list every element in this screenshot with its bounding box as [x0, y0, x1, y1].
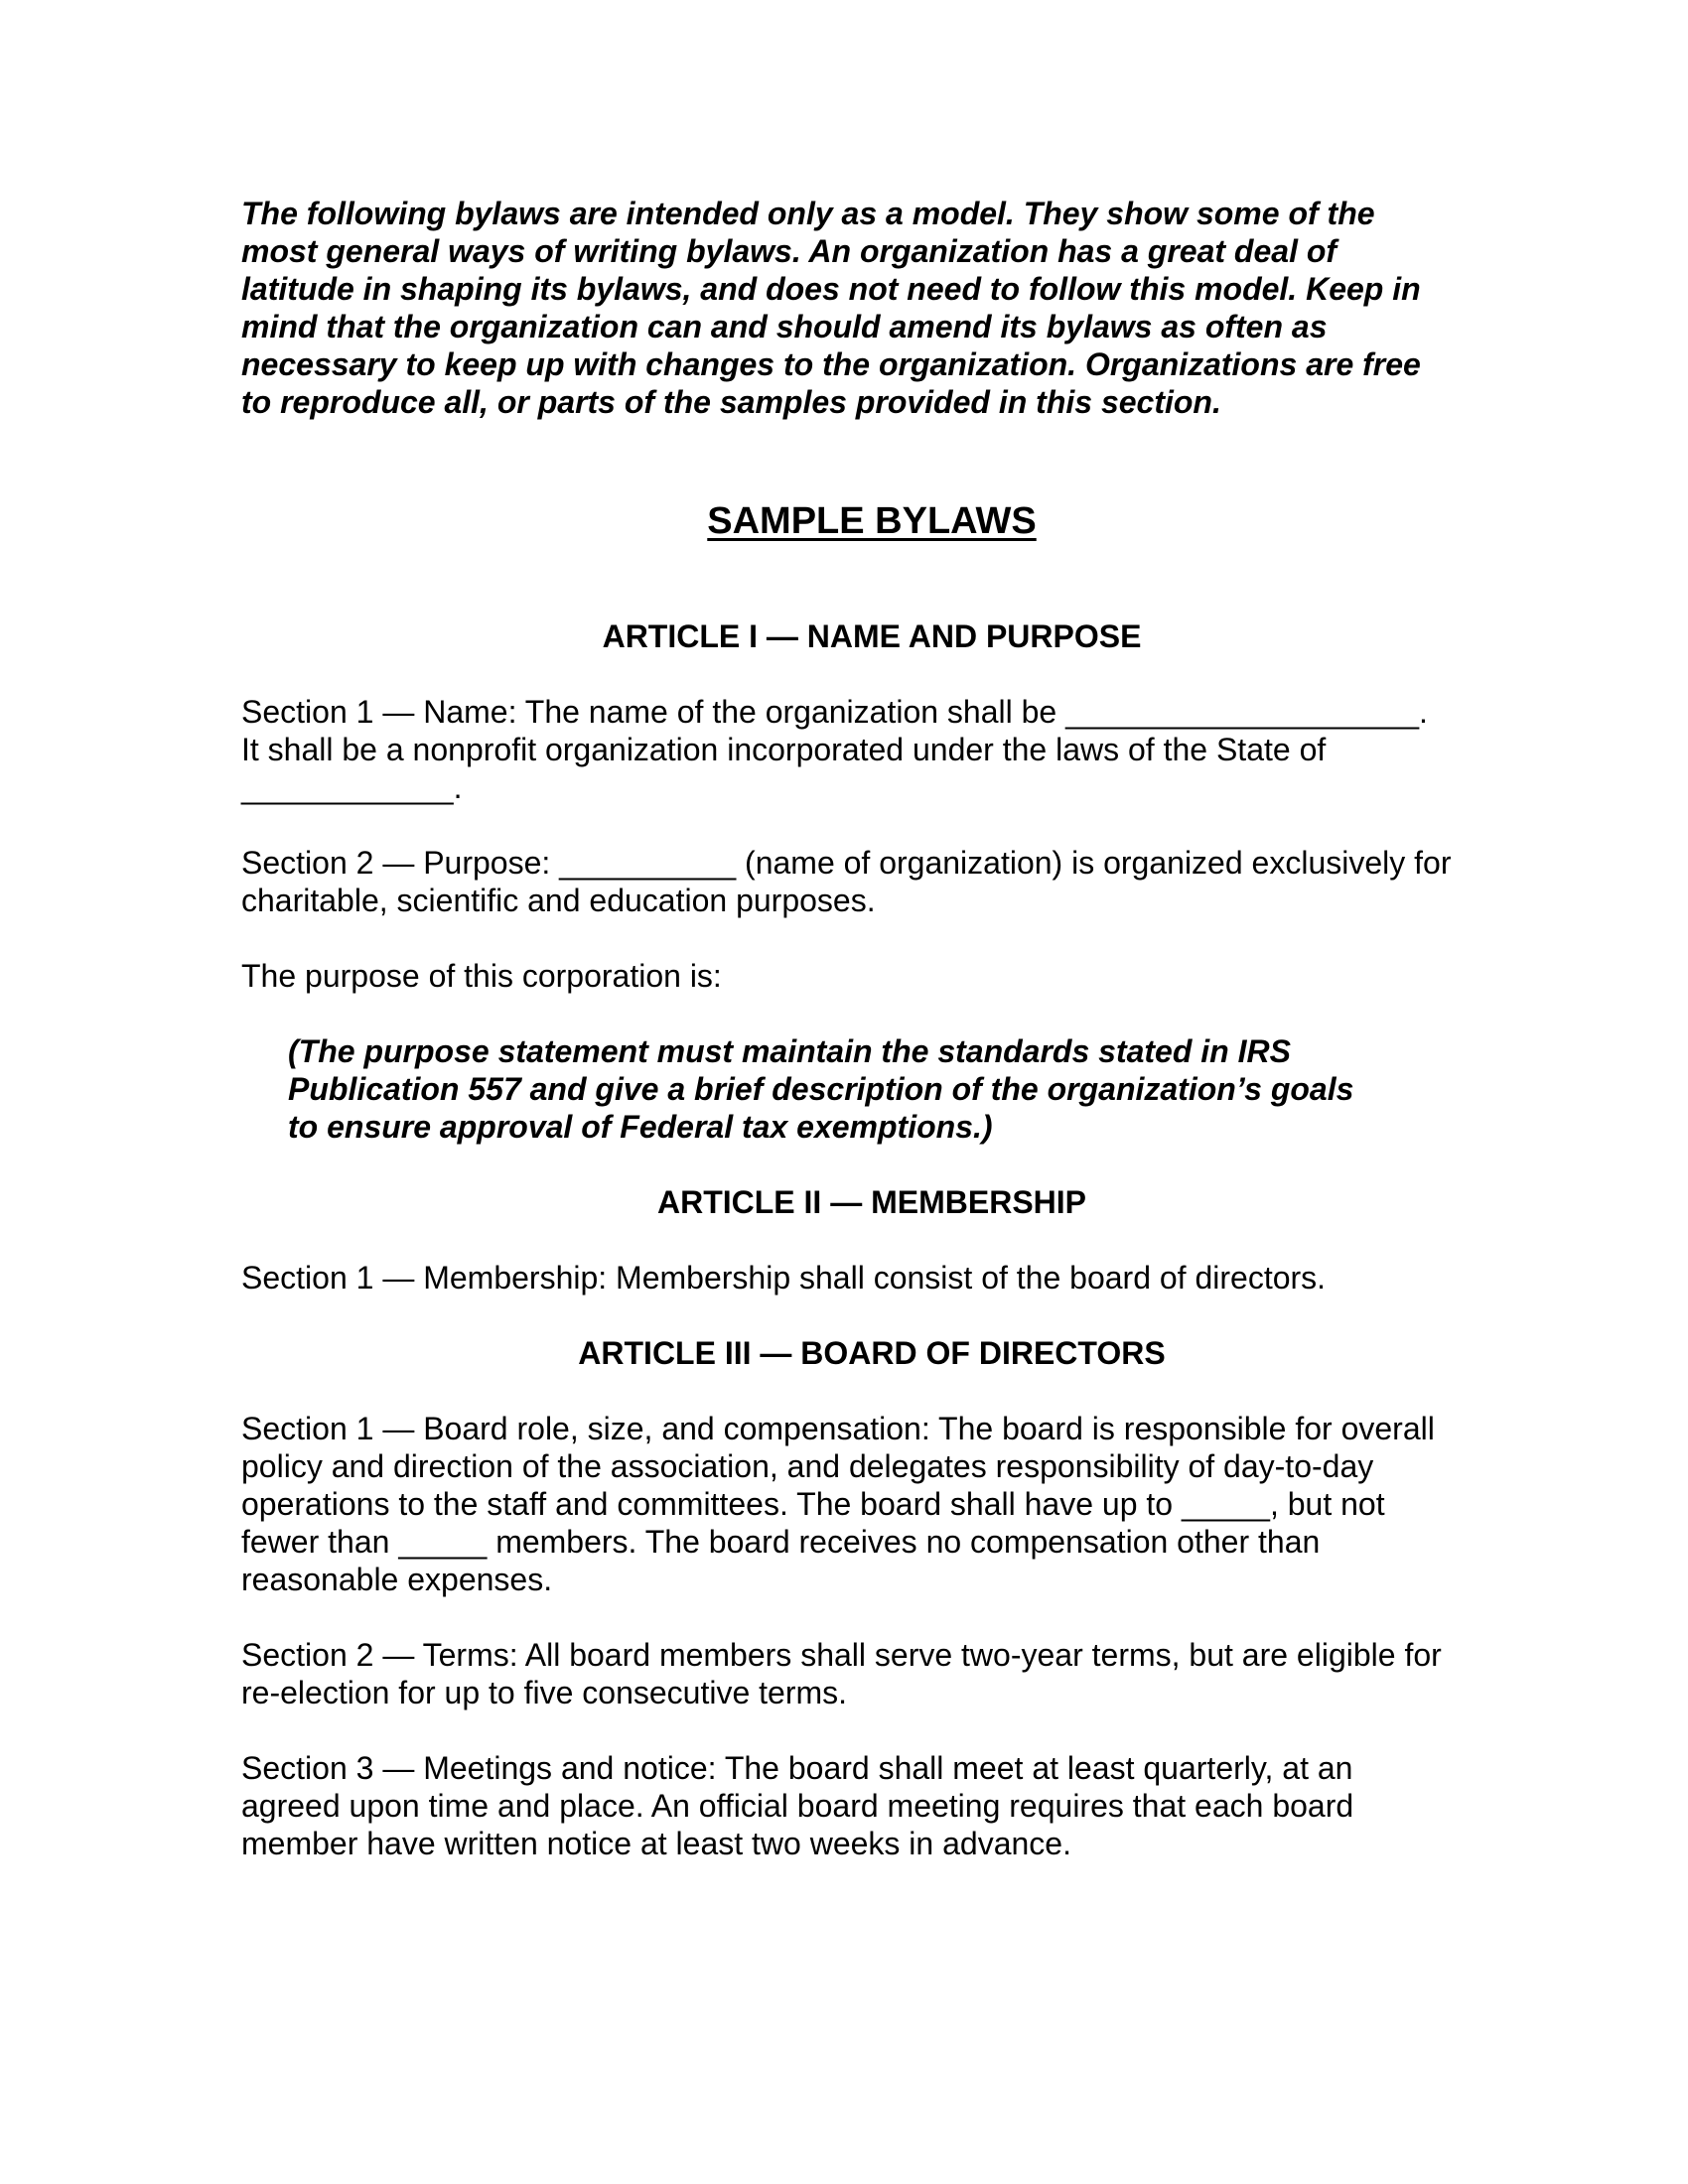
document-title: SAMPLE BYLAWS [707, 500, 1037, 542]
intro-note: The following bylaws are intended only as a model. They show some of the most general ways of writing bylaws. An organization has a great deal of latitude in shaping its bylaws, and does not need to follow this model. Keep in mind that the organization can and should amend its bylaws as often as necessary to keep up with changes to the organization. Organizations are free to reproduce all, or parts of the samples provided in this section. [241, 196, 1421, 420]
article-3-section-3: Section 3 — Meetings and notice: The board shall meet at least quarterly, at an agreed upon time and place. An official board meeting requires that each board member have written notice at least two weeks in advance. [241, 1750, 1354, 1861]
purpose-note: (The purpose statement must maintain the standards stated in IRS Publication 557 and give a brief description of the organization’s goals to ensure approval of Federal tax exemptions.) [288, 1033, 1354, 1145]
article-3-heading: ARTICLE III — BOARD OF DIRECTORS [578, 1335, 1166, 1371]
article-1-section-1: Section 1 — Name: The name of the organization shall be ____________________. It shall be a nonprofit organization incorporated under the laws of the State of ____________. [241, 694, 1428, 805]
article-3-section-1: Section 1 — Board role, size, and compensation: The board is responsible for overall policy and direction of the association, and delegates responsibility of day-to-day operations to the staff and committees. The board shall have up to _____, but not fewer than _____ members. The board receives no compensation other than reasonable expenses. [241, 1411, 1435, 1597]
article-1-heading: ARTICLE I — NAME AND PURPOSE [602, 618, 1142, 654]
article-1-section-2: Section 2 — Purpose: __________ (name of organization) is organized exclusively for charitable, scientific and education purposes. [241, 845, 1452, 918]
document-page [241, 195, 1502, 1900]
purpose-intro: The purpose of this corporation is: [241, 958, 722, 994]
article-2-heading: ARTICLE II — MEMBERSHIP [656, 1184, 1086, 1220]
article-3-section-2: Section 2 — Terms: All board members shall serve two-year terms, but are eligible for re-election for up to five consecutive terms. [241, 1637, 1442, 1710]
article-2-section-1: Section 1 — Membership: Membership shall consist of the board of directors. [241, 1260, 1327, 1296]
